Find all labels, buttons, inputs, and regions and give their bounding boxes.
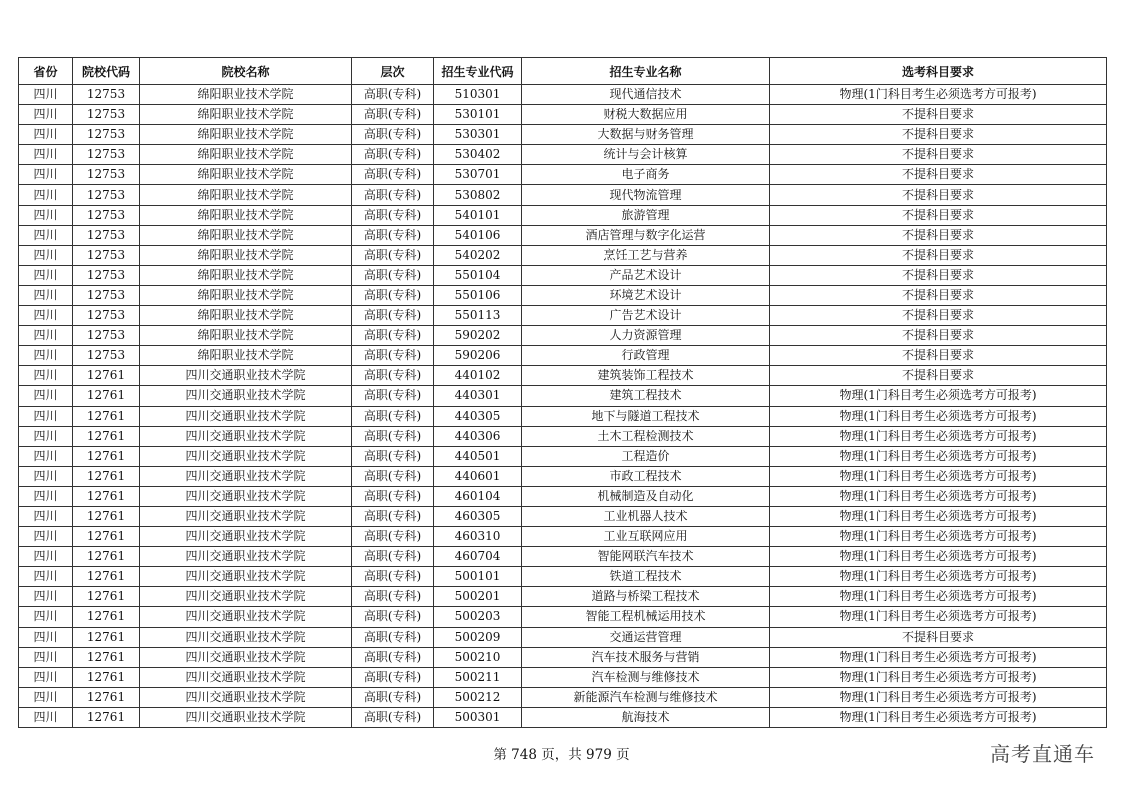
cell-school-code: 12753 — [73, 85, 140, 105]
cell-level: 高职(专科) — [352, 527, 434, 547]
table-row — [19, 165, 1107, 185]
cell-school-code: 12753 — [73, 145, 140, 165]
cell-level: 高职(专科) — [352, 205, 434, 225]
cell-school-name: 四川交通职业技术学院 — [140, 446, 352, 466]
cell-province: 四川 — [19, 486, 73, 506]
cell-province: 四川 — [19, 125, 73, 145]
cell-school-code: 12761 — [73, 607, 140, 627]
cell-subject-requirement: 物理(1门科目考生必须选考方可报考) — [770, 486, 1107, 506]
cell-level: 高职(专科) — [352, 567, 434, 587]
cell-school-code: 12753 — [73, 326, 140, 346]
cell-province: 四川 — [19, 527, 73, 547]
cell-major-name: 旅游管理 — [522, 205, 770, 225]
cell-school-name: 四川交通职业技术学院 — [140, 486, 352, 506]
header-major-code: 招生专业代码 — [434, 58, 522, 85]
cell-school-name: 绵阳职业技术学院 — [140, 285, 352, 305]
cell-subject-requirement: 物理(1门科目考生必须选考方可报考) — [770, 386, 1107, 406]
cell-school-code: 12761 — [73, 426, 140, 446]
cell-school-name: 四川交通职业技术学院 — [140, 386, 352, 406]
cell-major-name: 工业机器人技术 — [522, 506, 770, 526]
table-row — [19, 85, 1107, 105]
cell-major-code: 540101 — [434, 205, 522, 225]
cell-level: 高职(专科) — [352, 165, 434, 185]
cell-school-name: 绵阳职业技术学院 — [140, 85, 352, 105]
cell-subject-requirement: 不提科目要求 — [770, 225, 1107, 245]
cell-level: 高职(专科) — [352, 547, 434, 567]
cell-subject-requirement: 物理(1门科目考生必须选考方可报考) — [770, 426, 1107, 446]
table-row — [19, 326, 1107, 346]
cell-school-name: 四川交通职业技术学院 — [140, 667, 352, 687]
table-row — [19, 265, 1107, 285]
cell-province: 四川 — [19, 306, 73, 326]
cell-major-code: 550104 — [434, 265, 522, 285]
cell-major-code: 500203 — [434, 607, 522, 627]
cell-school-code: 12753 — [73, 105, 140, 125]
cell-major-code: 440306 — [434, 426, 522, 446]
table-row — [19, 667, 1107, 687]
table-row — [19, 647, 1107, 667]
cell-school-name: 绵阳职业技术学院 — [140, 245, 352, 265]
cell-level: 高职(专科) — [352, 627, 434, 647]
cell-subject-requirement: 不提科目要求 — [770, 627, 1107, 647]
cell-major-name: 工程造价 — [522, 446, 770, 466]
cell-school-code: 12761 — [73, 406, 140, 426]
cell-major-code: 590206 — [434, 346, 522, 366]
table-row — [19, 567, 1107, 587]
cell-province: 四川 — [19, 205, 73, 225]
cell-major-name: 建筑工程技术 — [522, 386, 770, 406]
cell-major-name: 地下与隧道工程技术 — [522, 406, 770, 426]
cell-school-name: 四川交通职业技术学院 — [140, 647, 352, 667]
cell-school-code: 12753 — [73, 205, 140, 225]
cell-subject-requirement: 物理(1门科目考生必须选考方可报考) — [770, 406, 1107, 426]
table-row — [19, 466, 1107, 486]
cell-major-code: 530402 — [434, 145, 522, 165]
cell-subject-requirement: 不提科目要求 — [770, 306, 1107, 326]
table-row — [19, 366, 1107, 386]
table-row — [19, 687, 1107, 707]
cell-subject-requirement: 不提科目要求 — [770, 105, 1107, 125]
table-body — [19, 85, 1107, 728]
cell-subject-requirement: 物理(1门科目考生必须选考方可报考) — [770, 647, 1107, 667]
cell-major-name: 财税大数据应用 — [522, 105, 770, 125]
cell-province: 四川 — [19, 647, 73, 667]
cell-major-name: 智能网联汽车技术 — [522, 547, 770, 567]
cell-subject-requirement: 不提科目要求 — [770, 185, 1107, 205]
cell-subject-requirement: 不提科目要求 — [770, 285, 1107, 305]
cell-major-name: 土木工程检测技术 — [522, 426, 770, 446]
cell-subject-requirement: 物理(1门科目考生必须选考方可报考) — [770, 85, 1107, 105]
cell-level: 高职(专科) — [352, 446, 434, 466]
cell-major-code: 500301 — [434, 707, 522, 727]
cell-subject-requirement: 不提科目要求 — [770, 165, 1107, 185]
cell-major-code: 530301 — [434, 125, 522, 145]
cell-major-name: 电子商务 — [522, 165, 770, 185]
cell-school-code: 12761 — [73, 527, 140, 547]
cell-major-code: 530101 — [434, 105, 522, 125]
cell-school-code: 12753 — [73, 185, 140, 205]
cell-major-code: 540202 — [434, 245, 522, 265]
cell-major-code: 440501 — [434, 446, 522, 466]
cell-school-name: 四川交通职业技术学院 — [140, 506, 352, 526]
table-row — [19, 707, 1107, 727]
cell-level: 高职(专科) — [352, 245, 434, 265]
cell-major-code: 440301 — [434, 386, 522, 406]
cell-school-name: 绵阳职业技术学院 — [140, 185, 352, 205]
cell-major-code: 530802 — [434, 185, 522, 205]
table-row — [19, 446, 1107, 466]
cell-major-code: 500210 — [434, 647, 522, 667]
cell-major-code: 500211 — [434, 667, 522, 687]
cell-major-name: 酒店管理与数字化运营 — [522, 225, 770, 245]
cell-major-name: 广告艺术设计 — [522, 306, 770, 326]
cell-subject-requirement: 不提科目要求 — [770, 125, 1107, 145]
cell-level: 高职(专科) — [352, 85, 434, 105]
cell-school-name: 绵阳职业技术学院 — [140, 145, 352, 165]
cell-province: 四川 — [19, 225, 73, 245]
table-row — [19, 547, 1107, 567]
cell-subject-requirement: 物理(1门科目考生必须选考方可报考) — [770, 527, 1107, 547]
header-province: 省份 — [19, 58, 73, 85]
cell-major-code: 500201 — [434, 587, 522, 607]
cell-level: 高职(专科) — [352, 406, 434, 426]
cell-level: 高职(专科) — [352, 306, 434, 326]
header-level: 层次 — [352, 58, 434, 85]
table-row — [19, 205, 1107, 225]
cell-major-code: 590202 — [434, 326, 522, 346]
cell-level: 高职(专科) — [352, 486, 434, 506]
cell-level: 高职(专科) — [352, 326, 434, 346]
cell-province: 四川 — [19, 85, 73, 105]
cell-major-code: 550106 — [434, 285, 522, 305]
cell-major-code: 500209 — [434, 627, 522, 647]
cell-level: 高职(专科) — [352, 466, 434, 486]
cell-major-code: 500212 — [434, 687, 522, 707]
cell-province: 四川 — [19, 567, 73, 587]
cell-school-code: 12753 — [73, 225, 140, 245]
cell-province: 四川 — [19, 346, 73, 366]
cell-level: 高职(专科) — [352, 647, 434, 667]
cell-subject-requirement: 物理(1门科目考生必须选考方可报考) — [770, 547, 1107, 567]
table-row — [19, 386, 1107, 406]
cell-province: 四川 — [19, 687, 73, 707]
page-number: 第 748 页，共 979 页 — [493, 747, 630, 763]
cell-school-name: 四川交通职业技术学院 — [140, 587, 352, 607]
cell-school-code: 12761 — [73, 627, 140, 647]
cell-school-name: 四川交通职业技术学院 — [140, 707, 352, 727]
cell-school-name: 四川交通职业技术学院 — [140, 687, 352, 707]
cell-school-code: 12761 — [73, 667, 140, 687]
cell-subject-requirement: 不提科目要求 — [770, 145, 1107, 165]
header-school-code: 院校代码 — [73, 58, 140, 85]
table-row — [19, 607, 1107, 627]
cell-province: 四川 — [19, 185, 73, 205]
cell-province: 四川 — [19, 386, 73, 406]
table-row — [19, 527, 1107, 547]
cell-level: 高职(专科) — [352, 386, 434, 406]
cell-province: 四川 — [19, 587, 73, 607]
cell-school-name: 四川交通职业技术学院 — [140, 527, 352, 547]
cell-major-code: 500101 — [434, 567, 522, 587]
cell-province: 四川 — [19, 607, 73, 627]
cell-province: 四川 — [19, 326, 73, 346]
cell-school-code: 12761 — [73, 647, 140, 667]
cell-level: 高职(专科) — [352, 607, 434, 627]
header-school-name: 院校名称 — [140, 58, 352, 85]
cell-level: 高职(专科) — [352, 285, 434, 305]
cell-province: 四川 — [19, 707, 73, 727]
cell-major-name: 现代通信技术 — [522, 85, 770, 105]
cell-level: 高职(专科) — [352, 105, 434, 125]
cell-subject-requirement: 物理(1门科目考生必须选考方可报考) — [770, 687, 1107, 707]
cell-major-name: 统计与会计核算 — [522, 145, 770, 165]
table-row — [19, 406, 1107, 426]
cell-school-code: 12753 — [73, 165, 140, 185]
cell-school-code: 12761 — [73, 446, 140, 466]
cell-province: 四川 — [19, 426, 73, 446]
cell-province: 四川 — [19, 145, 73, 165]
cell-school-name: 四川交通职业技术学院 — [140, 607, 352, 627]
cell-subject-requirement: 不提科目要求 — [770, 265, 1107, 285]
cell-subject-requirement: 不提科目要求 — [770, 326, 1107, 346]
table-row — [19, 506, 1107, 526]
cell-subject-requirement: 物理(1门科目考生必须选考方可报考) — [770, 587, 1107, 607]
cell-school-name: 四川交通职业技术学院 — [140, 567, 352, 587]
table-row — [19, 587, 1107, 607]
table-row — [19, 346, 1107, 366]
cell-subject-requirement: 物理(1门科目考生必须选考方可报考) — [770, 466, 1107, 486]
cell-school-name: 四川交通职业技术学院 — [140, 466, 352, 486]
cell-major-name: 新能源汽车检测与维修技术 — [522, 687, 770, 707]
cell-school-name: 绵阳职业技术学院 — [140, 205, 352, 225]
table-row — [19, 486, 1107, 506]
cell-school-name: 绵阳职业技术学院 — [140, 105, 352, 125]
cell-level: 高职(专科) — [352, 667, 434, 687]
table-row — [19, 426, 1107, 446]
cell-province: 四川 — [19, 446, 73, 466]
cell-school-code: 12753 — [73, 285, 140, 305]
table-row — [19, 225, 1107, 245]
table-row — [19, 245, 1107, 265]
cell-level: 高职(专科) — [352, 125, 434, 145]
cell-province: 四川 — [19, 366, 73, 386]
cell-level: 高职(专科) — [352, 185, 434, 205]
cell-major-name: 汽车技术服务与营销 — [522, 647, 770, 667]
cell-province: 四川 — [19, 547, 73, 567]
cell-school-code: 12761 — [73, 687, 140, 707]
cell-subject-requirement: 不提科目要求 — [770, 366, 1107, 386]
cell-major-name: 汽车检测与维修技术 — [522, 667, 770, 687]
cell-school-name: 绵阳职业技术学院 — [140, 346, 352, 366]
table-row — [19, 627, 1107, 647]
cell-major-code: 530701 — [434, 165, 522, 185]
cell-school-code: 12761 — [73, 567, 140, 587]
cell-province: 四川 — [19, 165, 73, 185]
cell-school-code: 12761 — [73, 486, 140, 506]
cell-major-code: 550113 — [434, 306, 522, 326]
cell-school-name: 绵阳职业技术学院 — [140, 165, 352, 185]
cell-school-code: 12753 — [73, 306, 140, 326]
cell-major-code: 460310 — [434, 527, 522, 547]
cell-level: 高职(专科) — [352, 426, 434, 446]
cell-subject-requirement: 不提科目要求 — [770, 346, 1107, 366]
cell-province: 四川 — [19, 506, 73, 526]
cell-province: 四川 — [19, 285, 73, 305]
table-row — [19, 185, 1107, 205]
table-row — [19, 125, 1107, 145]
cell-major-name: 机械制造及自动化 — [522, 486, 770, 506]
cell-major-code: 460104 — [434, 486, 522, 506]
cell-subject-requirement: 物理(1门科目考生必须选考方可报考) — [770, 607, 1107, 627]
table-row — [19, 105, 1107, 125]
cell-school-name: 四川交通职业技术学院 — [140, 406, 352, 426]
header-subject-requirement: 选考科目要求 — [770, 58, 1107, 85]
cell-major-code: 440601 — [434, 466, 522, 486]
table-header-row — [19, 58, 1107, 85]
watermark-logo-text: 高考直通车 — [990, 742, 1095, 766]
cell-major-name: 建筑装饰工程技术 — [522, 366, 770, 386]
cell-level: 高职(专科) — [352, 687, 434, 707]
cell-level: 高职(专科) — [352, 707, 434, 727]
cell-major-name: 大数据与财务管理 — [522, 125, 770, 145]
cell-major-name: 智能工程机械运用技术 — [522, 607, 770, 627]
cell-school-name: 四川交通职业技术学院 — [140, 366, 352, 386]
cell-major-name: 行政管理 — [522, 346, 770, 366]
cell-major-name: 环境艺术设计 — [522, 285, 770, 305]
cell-level: 高职(专科) — [352, 145, 434, 165]
table-row — [19, 285, 1107, 305]
cell-level: 高职(专科) — [352, 346, 434, 366]
cell-school-code: 12761 — [73, 547, 140, 567]
cell-subject-requirement: 物理(1门科目考生必须选考方可报考) — [770, 506, 1107, 526]
cell-province: 四川 — [19, 105, 73, 125]
cell-subject-requirement: 物理(1门科目考生必须选考方可报考) — [770, 446, 1107, 466]
cell-province: 四川 — [19, 466, 73, 486]
cell-subject-requirement: 不提科目要求 — [770, 245, 1107, 265]
cell-school-name: 四川交通职业技术学院 — [140, 627, 352, 647]
cell-school-code: 12761 — [73, 466, 140, 486]
cell-province: 四川 — [19, 406, 73, 426]
cell-school-code: 12761 — [73, 587, 140, 607]
cell-major-name: 市政工程技术 — [522, 466, 770, 486]
cell-school-code: 12761 — [73, 707, 140, 727]
cell-school-code: 12753 — [73, 245, 140, 265]
cell-school-code: 12761 — [73, 386, 140, 406]
cell-province: 四川 — [19, 245, 73, 265]
cell-level: 高职(专科) — [352, 225, 434, 245]
cell-major-name: 铁道工程技术 — [522, 567, 770, 587]
cell-major-name: 道路与桥梁工程技术 — [522, 587, 770, 607]
cell-school-name: 四川交通职业技术学院 — [140, 426, 352, 446]
cell-subject-requirement: 物理(1门科目考生必须选考方可报考) — [770, 707, 1107, 727]
cell-level: 高职(专科) — [352, 366, 434, 386]
cell-province: 四川 — [19, 667, 73, 687]
cell-subject-requirement: 物理(1门科目考生必须选考方可报考) — [770, 567, 1107, 587]
header-major-name: 招生专业名称 — [522, 58, 770, 85]
cell-major-code: 460704 — [434, 547, 522, 567]
cell-school-code: 12761 — [73, 506, 140, 526]
cell-school-name: 四川交通职业技术学院 — [140, 547, 352, 567]
cell-major-name: 工业互联网应用 — [522, 527, 770, 547]
table-row — [19, 306, 1107, 326]
cell-school-name: 绵阳职业技术学院 — [140, 306, 352, 326]
cell-major-name: 产品艺术设计 — [522, 265, 770, 285]
cell-major-name: 航海技术 — [522, 707, 770, 727]
cell-major-code: 540106 — [434, 225, 522, 245]
cell-school-name: 绵阳职业技术学院 — [140, 125, 352, 145]
cell-school-code: 12761 — [73, 366, 140, 386]
cell-level: 高职(专科) — [352, 506, 434, 526]
cell-province: 四川 — [19, 265, 73, 285]
cell-school-name: 绵阳职业技术学院 — [140, 225, 352, 245]
cell-level: 高职(专科) — [352, 265, 434, 285]
cell-major-code: 440102 — [434, 366, 522, 386]
cell-subject-requirement: 不提科目要求 — [770, 205, 1107, 225]
cell-major-name: 现代物流管理 — [522, 185, 770, 205]
cell-school-code: 12753 — [73, 346, 140, 366]
cell-major-code: 440305 — [434, 406, 522, 426]
cell-major-code: 510301 — [434, 85, 522, 105]
cell-subject-requirement: 物理(1门科目考生必须选考方可报考) — [770, 667, 1107, 687]
cell-province: 四川 — [19, 627, 73, 647]
cell-major-name: 烹饪工艺与营养 — [522, 245, 770, 265]
admission-table — [18, 57, 1107, 728]
cell-level: 高职(专科) — [352, 587, 434, 607]
cell-school-code: 12753 — [73, 125, 140, 145]
cell-school-name: 绵阳职业技术学院 — [140, 265, 352, 285]
table-row — [19, 145, 1107, 165]
cell-major-name: 人力资源管理 — [522, 326, 770, 346]
cell-major-name: 交通运营管理 — [522, 627, 770, 647]
cell-major-code: 460305 — [434, 506, 522, 526]
cell-school-name: 绵阳职业技术学院 — [140, 326, 352, 346]
cell-school-code: 12753 — [73, 265, 140, 285]
